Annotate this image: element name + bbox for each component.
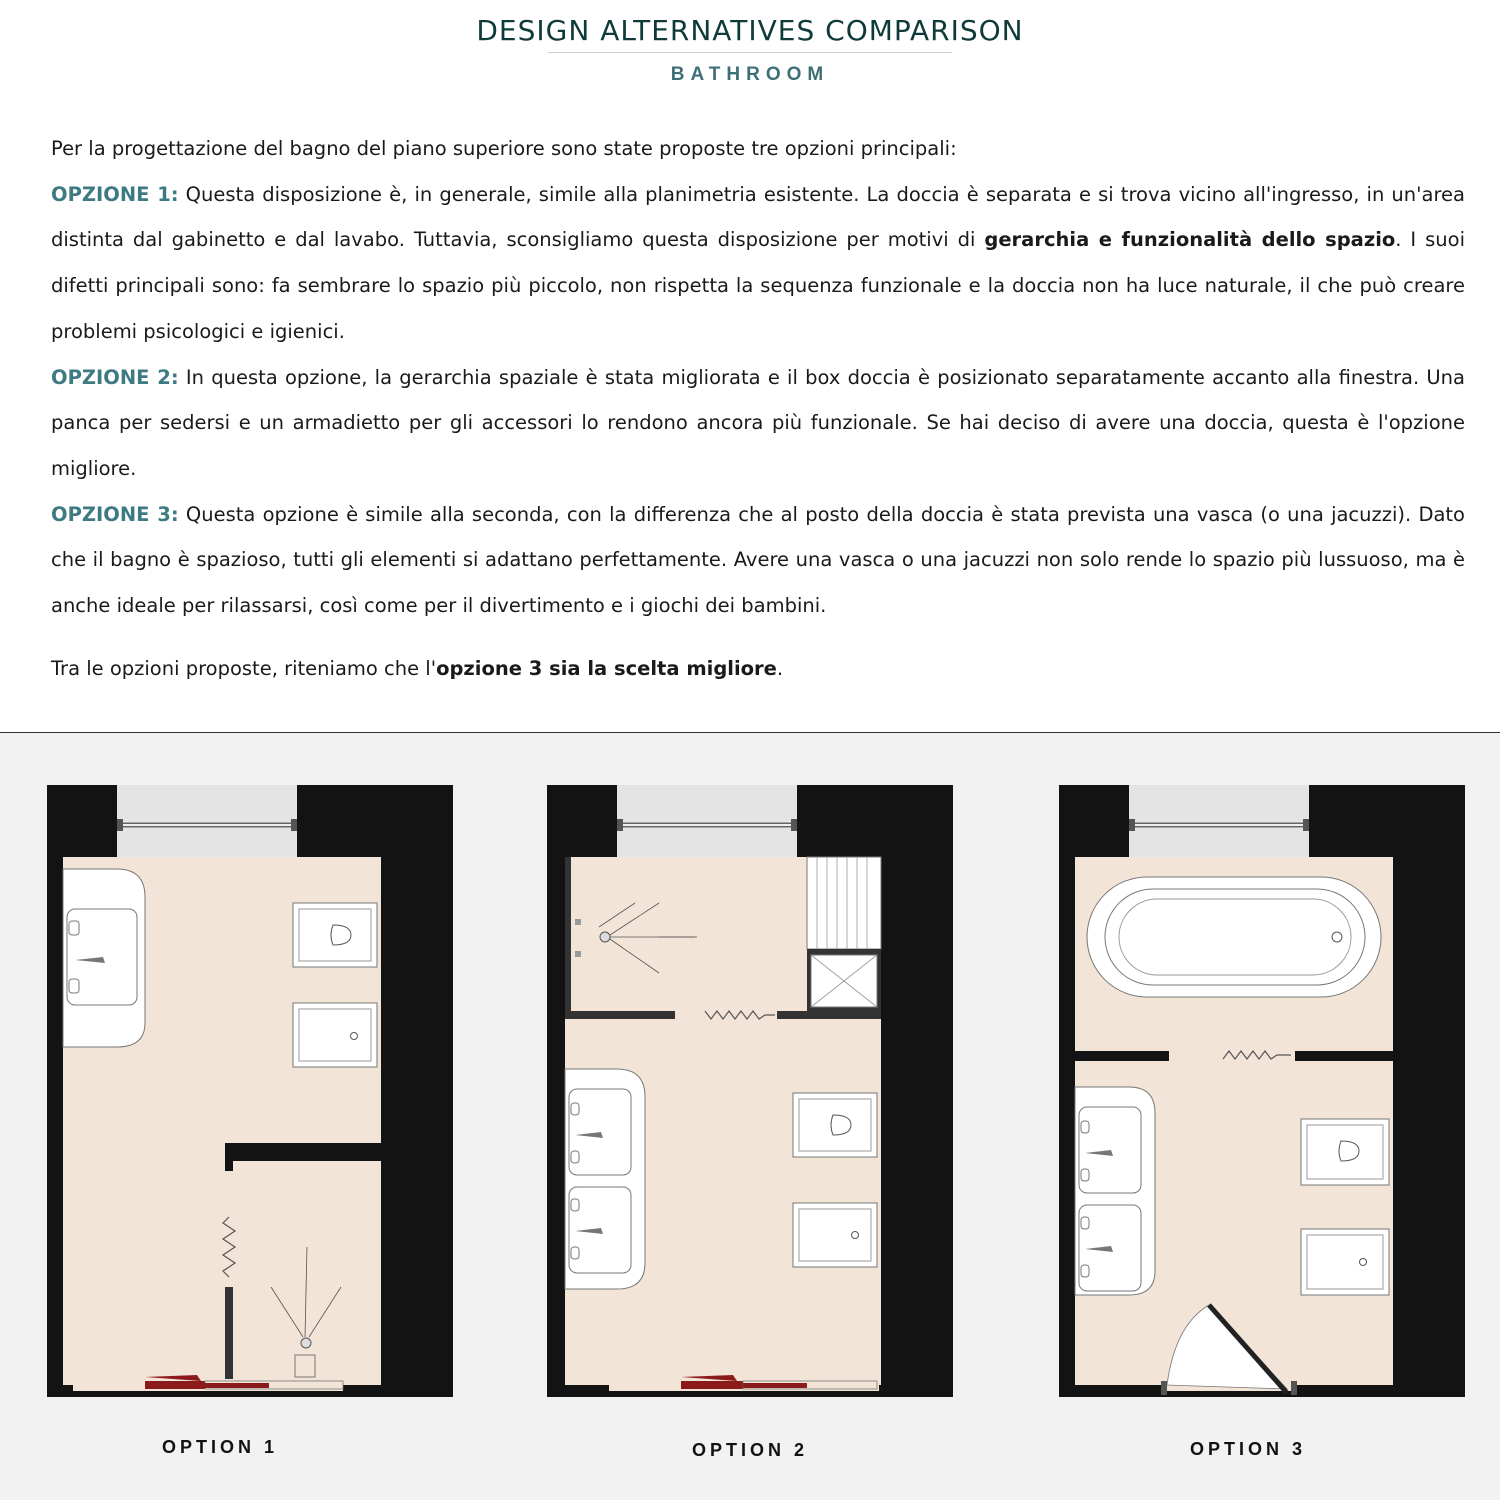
option-1-paragraph xyxy=(51,172,1465,355)
floor-plan-option-1 xyxy=(47,785,453,1457)
option-1-emphasis: gerarchia e funzionalità dello spazio xyxy=(984,228,1396,252)
plan-caption-option-3: OPTION 3 xyxy=(1189,1439,1306,1459)
intro-paragraph: Per la progettazione del bagno del piano superiore sono state proposte tre opzioni principali: xyxy=(51,137,957,160)
option-1-text-a: Questa disposizione è, in generale, simile alla planimetria esistente. La doccia è separata e si trova vicino all'ingresso, in un'area distinta dal gabinetto e dal lavabo. Tuttavia, sconsigliamo questa disposizione per motivi di xyxy=(51,182,1465,252)
shower-partition xyxy=(565,1011,675,1019)
option-1-text-b: . I suoi difetti principali sono: fa sembrare lo spazio più piccolo, non rispetta la sequenza funzionale e la doccia non ha luce naturale, il che può creare problemi psicologici e igienici. xyxy=(51,228,1465,343)
partition-wall-lower xyxy=(225,1287,233,1379)
window-recess xyxy=(117,785,297,857)
option-2-text: In questa opzione, la gerarchia spaziale è stata migliorata e il box doccia è posizionato separatamente accanto alla finestra. Una panca per sedersi e un armadietto per gli accessori lo rendono ancora più funzionale. Se hai deciso di avere una doccia, questa è l'opzione migliore. xyxy=(51,365,1465,480)
partition-wall xyxy=(1075,1051,1169,1061)
page-title: DESIGN ALTERNATIVES COMPARISON xyxy=(476,14,1024,47)
partition-wall xyxy=(225,1143,381,1161)
plan-caption-option-1: OPTION 1 xyxy=(161,1437,278,1457)
page-subtitle: BATHROOM xyxy=(670,64,830,85)
title-underline xyxy=(548,52,952,53)
shower-bench xyxy=(807,857,881,949)
conclusion-text-a: Tra le opzioni proposte, riteniamo che l' xyxy=(51,657,437,680)
conclusion-emphasis: opzione 3 sia la scelta migliore xyxy=(436,657,777,680)
description-text xyxy=(51,126,1465,629)
conclusion-text-b: . xyxy=(776,657,784,680)
floor-plans-panel xyxy=(0,733,1500,1500)
option-3-paragraph xyxy=(51,492,1465,629)
sink-basin xyxy=(67,909,137,1005)
option-3-text: Questa opzione è simile alla seconda, con la differenza che al posto della doccia è stata prevista una vasca (o una jacuzzi). Dato che il bagno è spazioso, tutti gli elementi si adattano perfettamente. Avere una vasca o una jacuzzi non solo rende lo spazio più lussuoso, ma è anche ideale per rilassarsi, così come per il divertimento e i giochi dei bambini. xyxy=(51,502,1465,618)
header xyxy=(0,0,1500,110)
conclusion-paragraph xyxy=(51,646,1465,691)
window-recess xyxy=(617,785,797,857)
option-2-paragraph xyxy=(51,355,1465,492)
option-2-label: OPZIONE 2: xyxy=(51,365,179,389)
shower-head xyxy=(600,932,610,942)
floor-plan-option-2 xyxy=(547,785,953,1460)
shower-head xyxy=(301,1338,311,1348)
plan-caption-option-2: OPTION 2 xyxy=(691,1440,808,1460)
window-recess xyxy=(1129,785,1309,857)
floor-plan-option-3 xyxy=(1059,785,1465,1459)
option-1-label: OPZIONE 1: xyxy=(51,182,179,206)
option-3-label: OPZIONE 3: xyxy=(51,502,179,526)
